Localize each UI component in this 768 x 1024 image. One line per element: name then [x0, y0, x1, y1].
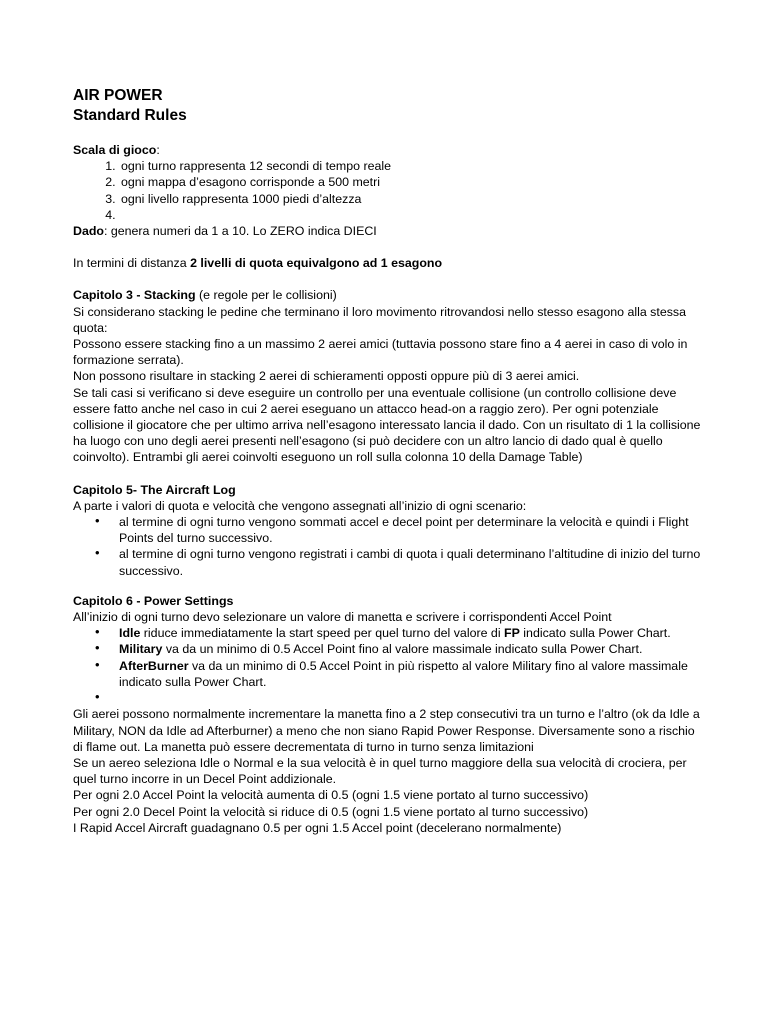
bullet-bold: Military	[119, 642, 163, 657]
scala-heading-suffix: :	[156, 143, 160, 157]
cap6-bullet-list	[73, 625, 703, 706]
cap6-paragraph: Per ogni 2.0 Accel Point la velocità aumenta di 0.5 (ogni 1.5 viene portato al turno successivo)	[73, 788, 589, 803]
bullet-icon: •	[95, 689, 100, 705]
cap3-paragraph: Non possono risultare in stacking 2 aerei di schieramenti opposti oppure più di 3 aerei amici.	[73, 369, 580, 384]
cap6-paragraph: Gli aerei possono normalmente incrementare la manetta fino a 2 step consecutivi tra un turno e l’altro (ok da Idle a Military, NON da Idle ad Afterburner) a meno che non siano Rapid Power Response. Diversamente sono a rischio di flame out. La manetta può essere decrementata di turno in turno senza limitazioni	[73, 707, 700, 754]
cap6-heading-text: Capitolo 6 - Power Settings	[73, 593, 234, 608]
cap5-heading-text: Capitolo 5- The Aircraft Log	[73, 482, 236, 497]
cap6-paragraph: Per ogni 2.0 Decel Point la velocità si riduce di 0.5 (ogni 1.5 viene portato al turno successivo)	[73, 804, 589, 819]
cap5-bullet-list	[73, 514, 703, 579]
distanza-line	[73, 255, 703, 271]
bullet-text: va da un minimo di 0.5 Accel Point in più rispetto al valore Military fino al valore massimale indicato sulla Power Chart.	[119, 658, 688, 689]
list-item	[95, 656, 703, 690]
list-item	[95, 689, 703, 706]
bullet-icon: •	[95, 624, 100, 640]
bullet-icon: •	[95, 656, 100, 672]
cap3-paragraph: Possono essere stacking fino a un massimo 2 aerei amici (tuttavia possono stare fino a 4 aerei in caso di volo in formazione serrata).	[73, 337, 688, 368]
bullet-bold: AfterBurner	[119, 658, 189, 673]
bullet-icon: •	[95, 640, 100, 656]
bullet-icon: •	[95, 545, 100, 561]
cap3-heading-suffix: (e regole per le collisioni)	[195, 288, 337, 303]
list-item: 2. ogni mappa d’esagono corrisponde a 500 metri	[119, 174, 703, 190]
dado-line	[73, 223, 703, 239]
scala-heading-line	[73, 142, 703, 158]
cap3-paragraph: Si considerano stacking le pedine che terminano il loro movimento ritrovandosi nello stesso esagono alla stessa quota:	[73, 304, 686, 335]
list-item: 3. ogni livello rappresenta 1000 piedi d’altezza	[119, 191, 703, 207]
cap3-paragraph: Se tali casi si verificano si deve eseguire un controllo per una eventuale collisione (un controllo collisione deve essere fatto anche nel caso in cui 2 aerei eseguano un attacco head-on a raggio zero). Per ogni potenziale collisione il giocatore che per ultimo arriva nell’esagono interessato lancia il dado. Con un risultato di 1 la collisione ha luogo con uno degli aerei presenti nell’esagono (si può decidere con un altro lancio di dado qual è quello coinvolto). Entrambi gli aerei coinvolti eseguono un roll sulla colonna 10 della Damage Table)	[73, 385, 701, 465]
scala-list	[73, 158, 703, 223]
bullet-text: riduce immediatamente la start speed per quel turno del valore di	[140, 626, 505, 641]
bullet-text: al termine di ogni turno vengono registrati i cambi di quota i quali determinano l’altitudine di inizio del turno successivo.	[119, 547, 701, 578]
list-item: 1. ogni turno rappresenta 12 secondi di tempo reale	[119, 158, 703, 174]
dado-text: : genera numeri da 1 a 10. Lo ZERO indica DIECI	[103, 224, 377, 239]
cap6-paragraph: I Rapid Accel Aircraft guadagnano 0.5 per ogni 1.5 Accel point (decelerano normalmente)	[73, 820, 562, 835]
distanza-text: In termini di distanza	[73, 256, 191, 271]
cap5-intro: A parte i valori di quota e velocità che vengono assegnati all’inizio di ogni scenario:	[73, 498, 527, 513]
cap6-heading	[73, 593, 703, 609]
list-item	[119, 207, 703, 223]
document-subtitle: Standard Rules	[73, 107, 187, 124]
cap6-paragraph: Se un aereo seleziona Idle o Normal e la sua velocità è in quel turno maggiore della sua velocità di crociera, per quel turno incorre in un Decel Point addizionale.	[73, 755, 687, 787]
bullet-text: va da un minimo di 0.5 Accel Point fino al valore massimale indicato sulla Power Chart.	[162, 642, 643, 657]
bullet-bold: Idle	[119, 626, 141, 641]
cap6-intro: All’inizio di ogni turno devo selezionare un valore di manetta e scrivere i corrispondenti Accel Point	[73, 610, 612, 625]
document-page	[73, 86, 703, 836]
list-item	[95, 640, 703, 657]
document-title: AIR POWER	[73, 87, 163, 104]
bullet-text: indicato sulla Power Chart.	[519, 626, 671, 641]
cap3-heading: Capitolo 3 - Stacking	[73, 288, 196, 303]
bullet-text: al termine di ogni turno vengono sommati accel e decel point per determinare la velocità e quindi i Flight Points del turno successivo.	[119, 515, 689, 546]
list-item	[95, 624, 703, 641]
list-item	[95, 513, 703, 546]
dado-label: Dado	[73, 224, 104, 239]
distanza-bold: 2 livelli di quota equivalgono ad 1 esagono	[190, 256, 443, 271]
cap5-heading	[73, 482, 703, 498]
bullet-bold: FP	[504, 626, 520, 641]
list-item	[95, 545, 703, 578]
scala-heading: Scala di gioco	[73, 143, 157, 157]
cap3-heading-line	[73, 287, 703, 303]
bullet-icon: •	[95, 513, 100, 529]
